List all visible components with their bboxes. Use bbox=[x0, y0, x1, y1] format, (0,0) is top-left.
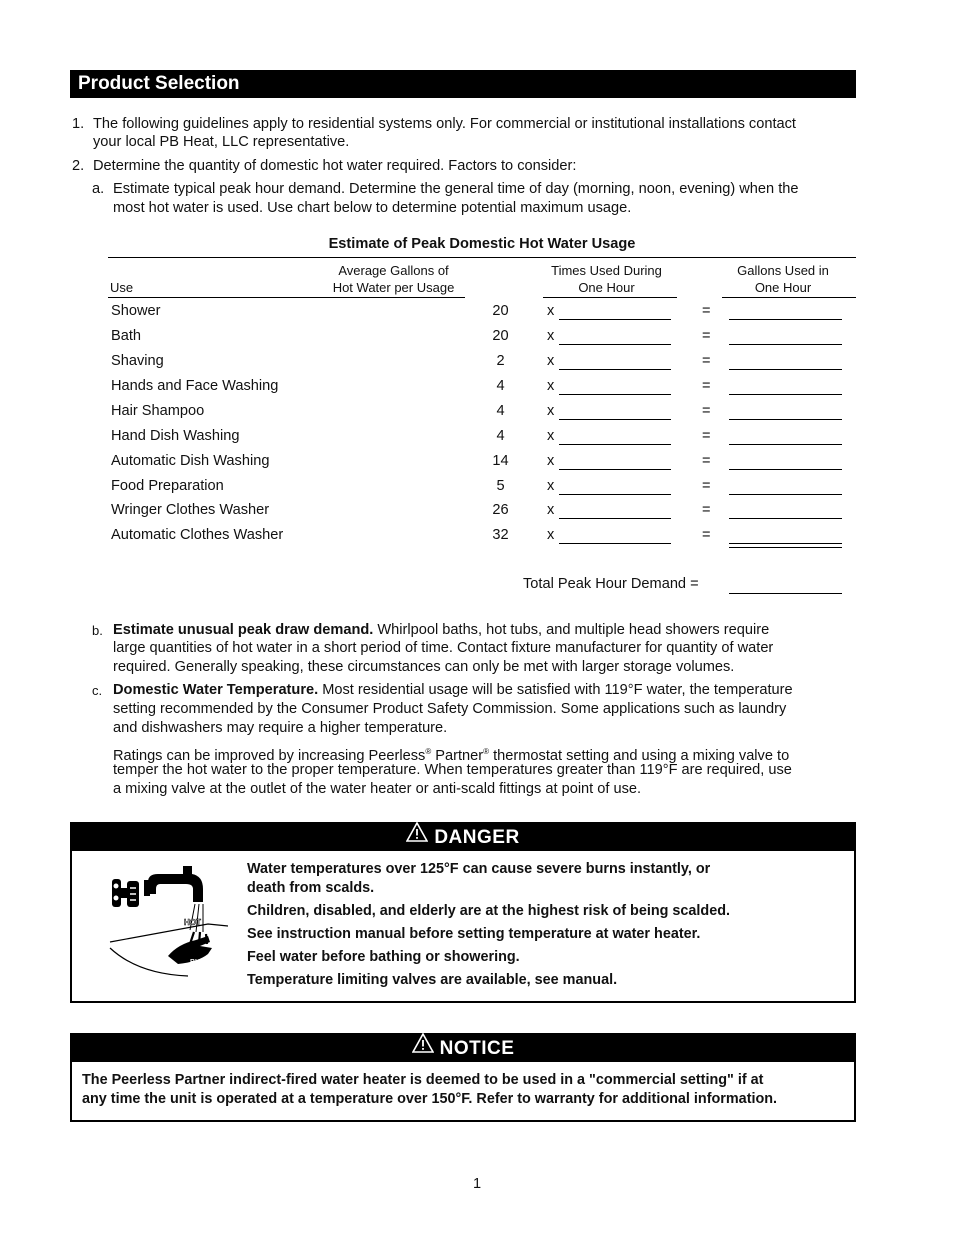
item-a-line-1: Estimate typical peak hour demand. Determine the general time of day (morning, noon, evening) when the bbox=[113, 181, 799, 197]
item-b-lead: Estimate unusual peak draw demand. bbox=[113, 622, 374, 638]
danger-header bbox=[72, 824, 854, 851]
item-1-line-1: The following guidelines apply to residential systems only. For commercial or institutional installations contact bbox=[93, 116, 796, 132]
row-use: Wringer Clothes Washer bbox=[111, 502, 270, 518]
notice-title: NOTICE bbox=[439, 1038, 515, 1060]
gallons-used-blank[interactable] bbox=[729, 469, 842, 470]
gallons-used-blank[interactable] bbox=[729, 419, 842, 420]
item-2-text: Determine the quantity of domestic hot water required. Factors to consider: bbox=[93, 158, 577, 174]
multiply-sign: x bbox=[547, 328, 555, 344]
row-avg-gallons: 26 bbox=[492, 502, 509, 518]
multiply-sign: x bbox=[547, 453, 555, 469]
item-b-line-2: large quantities of hot water in a short period of time. Contact fixture manufacturer for quantity of water bbox=[113, 640, 774, 656]
multiply-sign: x bbox=[547, 428, 555, 444]
multiply-sign: x bbox=[547, 303, 555, 319]
notice-line-2: any time the unit is operated at a temperature over 150°F. Refer to warranty for additional information. bbox=[82, 1091, 778, 1107]
equals-sign: = bbox=[702, 478, 711, 494]
page-number: 1 bbox=[472, 1176, 482, 1192]
gallons-used-blank[interactable] bbox=[729, 319, 842, 320]
item-c-number: c. bbox=[92, 683, 103, 698]
times-used-blank[interactable] bbox=[559, 394, 671, 395]
danger-box bbox=[70, 822, 856, 1003]
danger-line-1b: death from scalds. bbox=[247, 880, 375, 896]
col-header-avg-2: Hot Water per Usage bbox=[332, 280, 455, 295]
times-used-blank[interactable] bbox=[559, 369, 671, 370]
item-c-line-3: and dishwashers may require a higher temperature. bbox=[113, 720, 448, 736]
col-header-avg-1: Average Gallons of bbox=[338, 263, 449, 278]
equals-sign: = bbox=[702, 527, 711, 543]
row-avg-gallons: 4 bbox=[496, 378, 505, 394]
item-1-number: 1. bbox=[72, 116, 85, 132]
table-top-rule bbox=[108, 257, 856, 258]
ratings-text-c: thermostat setting and using a mixing valve to bbox=[489, 747, 790, 764]
times-used-blank[interactable] bbox=[559, 469, 671, 470]
gallons-used-blank[interactable] bbox=[729, 344, 842, 345]
row-avg-gallons: 20 bbox=[492, 303, 509, 319]
row-avg-gallons: 32 bbox=[492, 527, 509, 543]
gallons-used-blank[interactable] bbox=[729, 369, 842, 370]
table-row bbox=[108, 478, 856, 503]
item-b-number: b. bbox=[92, 623, 103, 638]
multiply-sign: x bbox=[547, 502, 555, 518]
row-avg-gallons: 4 bbox=[496, 428, 505, 444]
header-rule-times bbox=[543, 297, 677, 298]
gallons-used-blank[interactable] bbox=[729, 543, 842, 544]
multiply-sign: x bbox=[547, 478, 555, 494]
row-avg-gallons: 4 bbox=[496, 403, 505, 419]
item-b-line-1-text: Whirlpool baths, hot tubs, and multiple head showers require bbox=[373, 622, 770, 638]
table-row bbox=[108, 428, 856, 453]
table-row bbox=[108, 453, 856, 478]
equals-sign: = bbox=[702, 303, 711, 319]
item-1-line-2: your local PB Heat, LLC representative. bbox=[93, 134, 350, 150]
row-avg-gallons: 5 bbox=[496, 478, 505, 494]
equals-sign: = bbox=[702, 428, 711, 444]
ratings-line-2: temper the hot water to the proper temperature. When temperatures greater than 119°F are required, use bbox=[113, 762, 792, 778]
item-c-line-1 bbox=[113, 681, 793, 700]
item-a-line-2: most hot water is used. Use chart below to determine potential maximum usage. bbox=[113, 200, 632, 216]
item-b-line-1 bbox=[113, 621, 769, 640]
row-use: Shower bbox=[111, 303, 161, 319]
sum-double-rule bbox=[729, 547, 842, 548]
danger-title: DANGER bbox=[434, 827, 520, 849]
ratings-line-3: a mixing valve at the outlet of the water heater or anti-scald fittings at point of use. bbox=[113, 781, 642, 797]
danger-line-2: Children, disabled, and elderly are at the highest risk of being scalded. bbox=[247, 903, 731, 919]
col-header-gallons-2: One Hour bbox=[754, 280, 812, 295]
table-row bbox=[108, 502, 856, 527]
danger-line-4: Feel water before bathing or showering. bbox=[247, 949, 520, 965]
row-use: Hand Dish Washing bbox=[111, 428, 240, 444]
times-used-blank[interactable] bbox=[559, 319, 671, 320]
table-row bbox=[108, 378, 856, 403]
col-header-use: Use bbox=[110, 280, 134, 295]
ratings-text-b: Partner bbox=[431, 747, 484, 764]
header-rule-use bbox=[108, 297, 465, 298]
gallons-used-blank[interactable] bbox=[729, 394, 842, 395]
equals-sign: = bbox=[702, 378, 711, 394]
row-use: Automatic Clothes Washer bbox=[111, 527, 284, 543]
notice-box bbox=[70, 1033, 856, 1122]
warning-triangle-icon bbox=[406, 822, 428, 850]
item-2-number: 2. bbox=[72, 158, 85, 174]
table-row bbox=[108, 353, 856, 378]
table-title: Estimate of Peak Domestic Hot Water Usage bbox=[328, 236, 636, 252]
times-used-blank[interactable] bbox=[559, 543, 671, 544]
gallons-used-blank[interactable] bbox=[729, 444, 842, 445]
times-used-blank[interactable] bbox=[559, 444, 671, 445]
table-row bbox=[108, 403, 856, 428]
row-use: Bath bbox=[111, 328, 142, 344]
multiply-sign: x bbox=[547, 378, 555, 394]
burn-label: BURN bbox=[190, 959, 211, 966]
notice-text bbox=[82, 1071, 844, 1109]
danger-line-5: Temperature limiting valves are available, see manual. bbox=[247, 972, 618, 988]
multiply-sign: x bbox=[547, 403, 555, 419]
registered-mark: ® bbox=[483, 747, 490, 756]
col-header-gallons-1: Gallons Used in bbox=[737, 263, 829, 278]
gallons-used-blank[interactable] bbox=[729, 494, 842, 495]
row-use: Hands and Face Washing bbox=[111, 378, 279, 394]
equals-sign: = bbox=[702, 328, 711, 344]
table-row bbox=[108, 527, 856, 552]
total-peak-blank[interactable] bbox=[729, 593, 842, 594]
equals-sign: = bbox=[702, 403, 711, 419]
notice-header bbox=[72, 1035, 854, 1062]
ratings-text-a: Ratings can be improved by increasing Peerless bbox=[113, 747, 426, 764]
row-use: Automatic Dish Washing bbox=[111, 453, 270, 469]
table-row bbox=[108, 328, 856, 353]
scald-warning-icon bbox=[108, 864, 228, 979]
registered-mark: ® bbox=[425, 747, 432, 756]
total-peak-label: Total Peak Hour Demand = bbox=[523, 576, 699, 592]
equals-sign: = bbox=[702, 453, 711, 469]
times-used-blank[interactable] bbox=[559, 419, 671, 420]
item-b-line-3: required. Generally speaking, these circumstances can only be met with larger storage volumes. bbox=[113, 659, 735, 675]
header-rule-gallons bbox=[722, 297, 856, 298]
danger-line-1a: Water temperatures over 125°F can cause severe burns instantly, or bbox=[247, 861, 711, 877]
notice-line-1: The Peerless Partner indirect-fired water heater is deemed to be used in a "commercial setting" if at bbox=[82, 1072, 764, 1088]
gallons-used-blank[interactable] bbox=[729, 518, 842, 519]
table-row bbox=[108, 303, 856, 328]
row-avg-gallons: 14 bbox=[492, 453, 509, 469]
row-use: Shaving bbox=[111, 353, 164, 369]
section-title: Product Selection bbox=[70, 70, 856, 98]
item-a-number: a. bbox=[92, 181, 105, 197]
row-avg-gallons: 20 bbox=[492, 328, 509, 344]
equals-sign: = bbox=[702, 353, 711, 369]
hot-label: HOT bbox=[184, 918, 201, 927]
row-use: Hair Shampoo bbox=[111, 403, 205, 419]
equals-sign: = bbox=[702, 502, 711, 518]
multiply-sign: x bbox=[547, 527, 555, 543]
item-c-line-2: setting recommended by the Consumer Product Safety Commission. Some applications such as laundry bbox=[113, 701, 787, 717]
warning-triangle-icon bbox=[412, 1033, 434, 1061]
item-c-line-1-text: Most residential usage will be satisfied with 119°F water, the temperature bbox=[318, 682, 793, 698]
times-used-blank[interactable] bbox=[559, 344, 671, 345]
item-c-lead: Domestic Water Temperature. bbox=[113, 682, 319, 698]
col-header-times-1: Times Used During bbox=[551, 263, 662, 278]
row-avg-gallons: 2 bbox=[496, 353, 505, 369]
col-header-times-2: One Hour bbox=[578, 280, 635, 295]
danger-text bbox=[247, 860, 730, 994]
times-used-blank[interactable] bbox=[559, 494, 671, 495]
times-used-blank[interactable] bbox=[559, 518, 671, 519]
danger-line-3: See instruction manual before setting temperature at water heater. bbox=[247, 926, 701, 942]
multiply-sign: x bbox=[547, 353, 555, 369]
row-use: Food Preparation bbox=[111, 478, 224, 494]
